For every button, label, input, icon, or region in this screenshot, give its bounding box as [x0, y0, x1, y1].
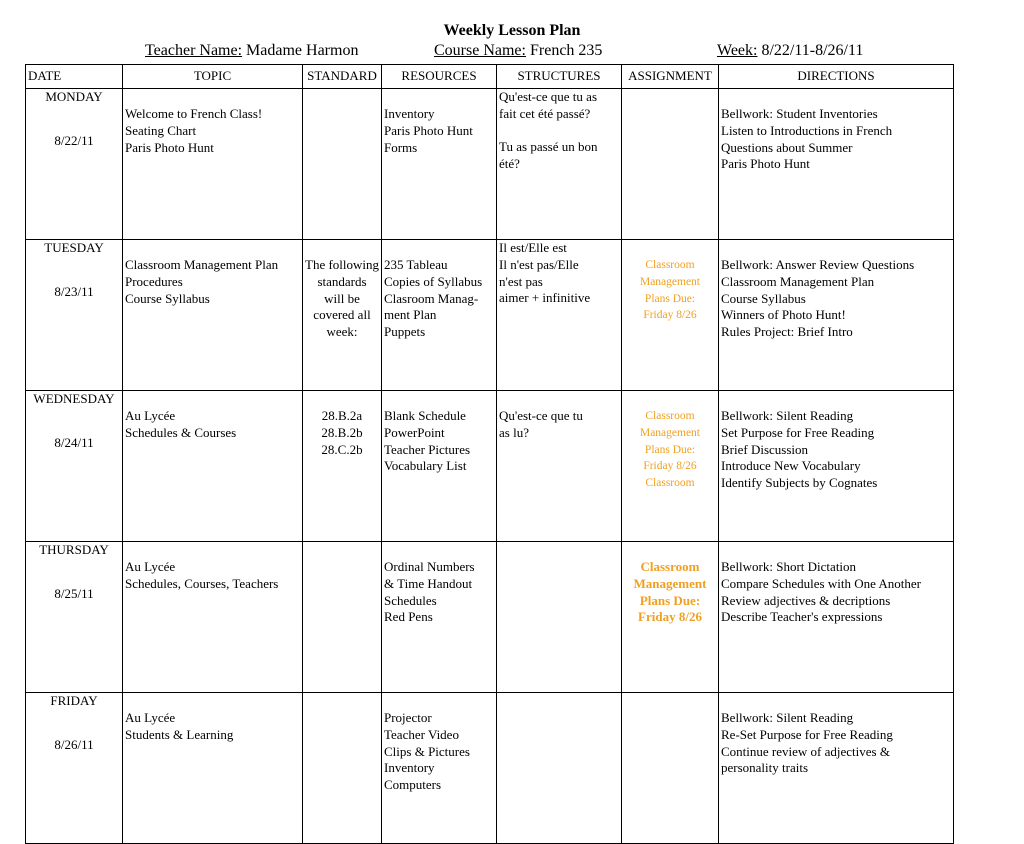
- assignment-cell: Classroom Management Plans Due: Friday 8/26: [622, 240, 719, 391]
- table-row: [26, 89, 954, 240]
- date-value: 8/25/11: [54, 585, 94, 601]
- topic-cell: Au Lycée Schedules, Courses, Teachers: [123, 542, 303, 693]
- teacher-name-label: Teacher Name:: [145, 42, 243, 59]
- course-name-value: French 235: [525, 42, 603, 59]
- date-cell: [26, 693, 123, 844]
- directions-cell: Bellwork: Student Inventories Listen to Introductions in French Questions about Summer Paris Photo Hunt: [719, 89, 954, 240]
- date-cell: [26, 542, 123, 693]
- assignment-cell: Classroom Management Plans Due: Friday 8/26: [622, 542, 719, 693]
- day-of-week: WEDNESDAY: [33, 391, 115, 406]
- topic-cell: Welcome to French Class! Seating Chart Paris Photo Hunt: [123, 89, 303, 240]
- day-of-week: FRIDAY: [50, 693, 98, 708]
- structures-cell: [497, 542, 622, 693]
- table-row: [26, 391, 954, 542]
- date-value: 8/24/11: [54, 434, 94, 450]
- standard-cell: The following standards will be covered all week:: [303, 240, 382, 391]
- date-value: 8/22/11: [54, 132, 94, 148]
- date-value: 8/26/11: [54, 736, 94, 752]
- resources-cell: Projector Teacher Video Clips & Pictures Inventory Computers: [382, 693, 497, 844]
- column-header-standard: STANDARD: [303, 65, 382, 89]
- day-of-week: THURSDAY: [39, 542, 109, 557]
- directions-cell: Bellwork: Answer Review Questions Classroom Management Plan Course Syllabus Winners of Photo Hunt! Rules Project: Brief Intro: [719, 240, 954, 391]
- teacher-name-value: Madame Harmon: [242, 42, 359, 59]
- table-header-row: [26, 65, 954, 89]
- resources-cell: Inventory Paris Photo Hunt Forms: [382, 89, 497, 240]
- course-name-field: [434, 42, 602, 60]
- assignment-cell: Classroom Management Plans Due: Friday 8/26 Classroom: [622, 391, 719, 542]
- topic-cell: Au Lycée Schedules & Courses: [123, 391, 303, 542]
- date-value: 8/23/11: [54, 283, 94, 299]
- day-of-week: TUESDAY: [44, 240, 104, 255]
- structures-cell: Qu'est-ce que tu as lu?: [497, 391, 622, 542]
- directions-cell: Bellwork: Short Dictation Compare Schedules with One Another Review adjectives & decriptions Describe Teacher's expressions: [719, 542, 954, 693]
- structures-cell: Il est/Elle est Il n'est pas/Elle n'est pas aimer + infinitive: [497, 240, 622, 391]
- structures-cell: Qu'est-ce que tu as fait cet été passé? Tu as passé un bon été?: [497, 89, 622, 240]
- column-header-topic: TOPIC: [123, 65, 303, 89]
- column-header-structures: STRUCTURES: [497, 65, 622, 89]
- structures-cell: [497, 693, 622, 844]
- week-field: [717, 42, 863, 60]
- resources-cell: Ordinal Numbers & Time Handout Schedules Red Pens: [382, 542, 497, 693]
- table-row: [26, 240, 954, 391]
- column-header-resources: RESOURCES: [382, 65, 497, 89]
- teacher-name-field: [145, 42, 358, 60]
- standard-cell: [303, 693, 382, 844]
- resources-cell: 235 Tableau Copies of Syllabus Clasroom Manag- ment Plan Puppets: [382, 240, 497, 391]
- standard-cell: [303, 89, 382, 240]
- column-header-assignment: ASSIGNMENT: [622, 65, 719, 89]
- standard-cell: 28.B.2a 28.B.2b 28.C.2b: [303, 391, 382, 542]
- date-cell: [26, 240, 123, 391]
- topic-cell: Au Lycée Students & Learning: [123, 693, 303, 844]
- date-cell: [26, 89, 123, 240]
- standard-cell: [303, 542, 382, 693]
- week-label: Week:: [717, 42, 758, 59]
- assignment-cell: [622, 89, 719, 240]
- table-row: [26, 693, 954, 844]
- assignment-cell: [622, 693, 719, 844]
- day-of-week: MONDAY: [45, 89, 103, 104]
- column-header-directions: DIRECTIONS: [719, 65, 954, 89]
- column-header-date: DATE: [26, 65, 123, 89]
- page-title: Weekly Lesson Plan: [443, 22, 581, 39]
- table-row: [26, 542, 954, 693]
- date-cell: [26, 391, 123, 542]
- directions-cell: Bellwork: Silent Reading Re-Set Purpose for Free Reading Continue review of adjectives & personality traits: [719, 693, 954, 844]
- week-value: 8/22/11-8/26/11: [757, 42, 864, 59]
- topic-cell: Classroom Management Plan Procedures Course Syllabus: [123, 240, 303, 391]
- course-name-label: Course Name:: [434, 42, 526, 59]
- resources-cell: Blank Schedule PowerPoint Teacher Pictures Vocabulary List: [382, 391, 497, 542]
- directions-cell: Bellwork: Silent Reading Set Purpose for Free Reading Brief Discussion Introduce New Vocabulary Identify Subjects by Cognates: [719, 391, 954, 542]
- lesson-plan-table: [25, 64, 954, 844]
